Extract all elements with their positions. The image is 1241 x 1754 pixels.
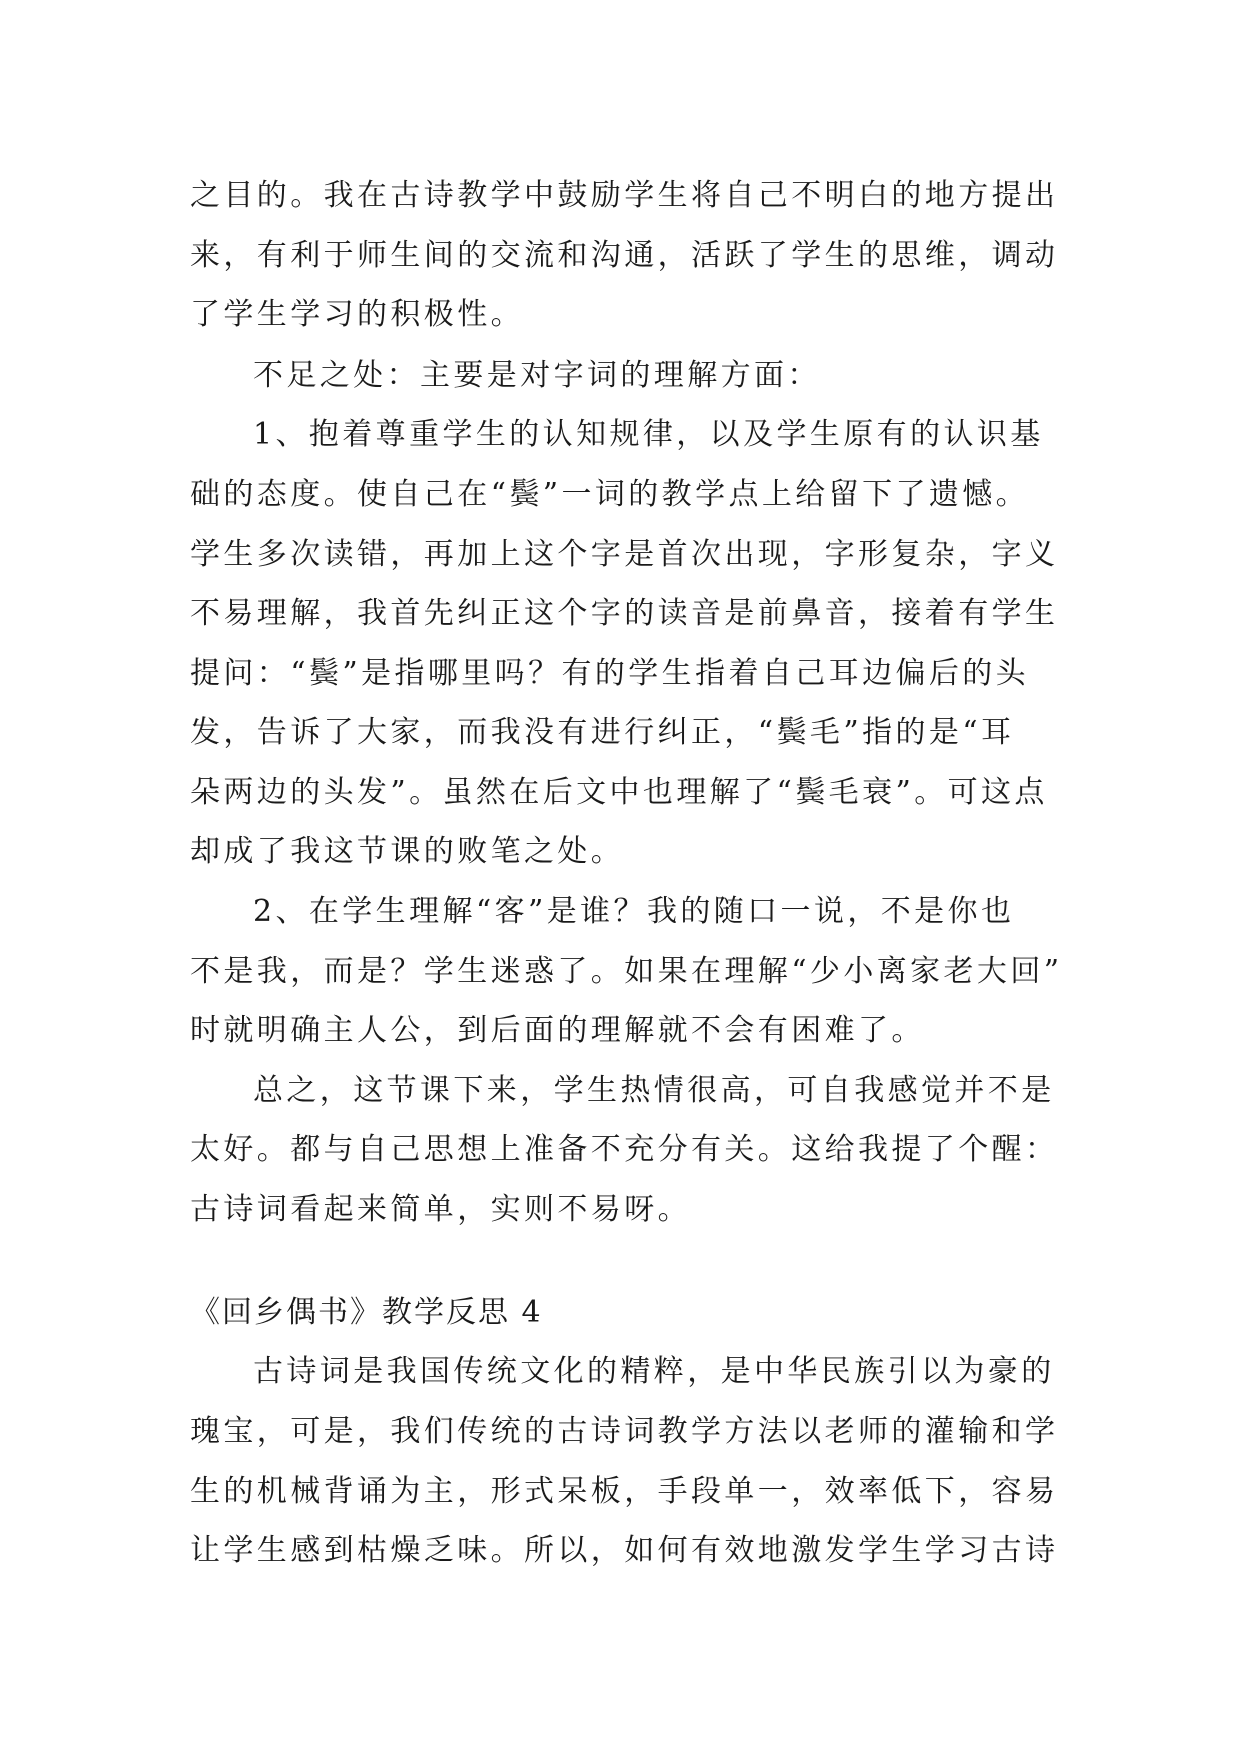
text-line: 太好。都与自己思想上准备不充分有关。这给我提了个醒： [190, 1132, 1059, 1167]
text-line: 提问：“鬓”是指哪里吗？有的学生指着自己耳边偏后的头 [190, 656, 1030, 691]
text-line: 不是我，而是？学生迷惑了。如果在理解“少小离家老大回” [190, 954, 1063, 989]
text-line: 时就明确主人公，到后面的理解就不会有困难了。 [190, 1013, 925, 1048]
text-line: 发，告诉了大家，而我没有进行纠正，“鬓毛”指的是“耳 [190, 715, 1015, 750]
text-line: 却成了我这节课的败笔之处。 [190, 834, 625, 869]
text-line: 了学生学习的积极性。 [190, 297, 524, 332]
text-line: 生的机械背诵为主，形式呆板，手段单一，效率低下，容易 [190, 1474, 1059, 1509]
text-line: 础的态度。使自己在“鬓”一词的教学点上给留下了遗憾。 [190, 477, 1030, 512]
text-line: 1、抱着尊重学生的认知规律，以及学生原有的认识基 [253, 417, 1044, 452]
text-line: 总之，这节课下来，学生热情很高，可自我感觉并不是 [253, 1073, 1055, 1108]
text-line: 学生多次读错，再加上这个字是首次出现，字形复杂，字义 [190, 537, 1059, 572]
text-line: 来，有利于师生间的交流和沟通，活跃了学生的思维，调动 [190, 238, 1059, 273]
text-line: 古诗词是我国传统文化的精粹，是中华民族引以为豪的 [253, 1354, 1055, 1389]
text-line: 之目的。我在古诗教学中鼓励学生将自己不明白的地方提出 [190, 178, 1059, 213]
section-heading: 《回乡偶书》教学反思 4 [190, 1295, 543, 1330]
text-line: 不足之处：主要是对字词的理解方面： [253, 358, 821, 393]
text-line: 朵两边的头发”。虽然在后文中也理解了“鬓毛衰”。可这点 [190, 775, 1048, 810]
text-line: 让学生感到枯燥乏味。所以，如何有效地激发学生学习古诗 [190, 1533, 1059, 1568]
text-line: 不易理解，我首先纠正这个字的读音是前鼻音，接着有学生 [190, 596, 1059, 631]
text-line: 古诗词看起来简单，实则不易呀。 [190, 1192, 691, 1227]
text-line: 2、在学生理解“客”是谁？我的随口一说，不是你也 [253, 894, 1015, 929]
text-line: 瑰宝，可是，我们传统的古诗词教学方法以老师的灌输和学 [190, 1414, 1059, 1449]
